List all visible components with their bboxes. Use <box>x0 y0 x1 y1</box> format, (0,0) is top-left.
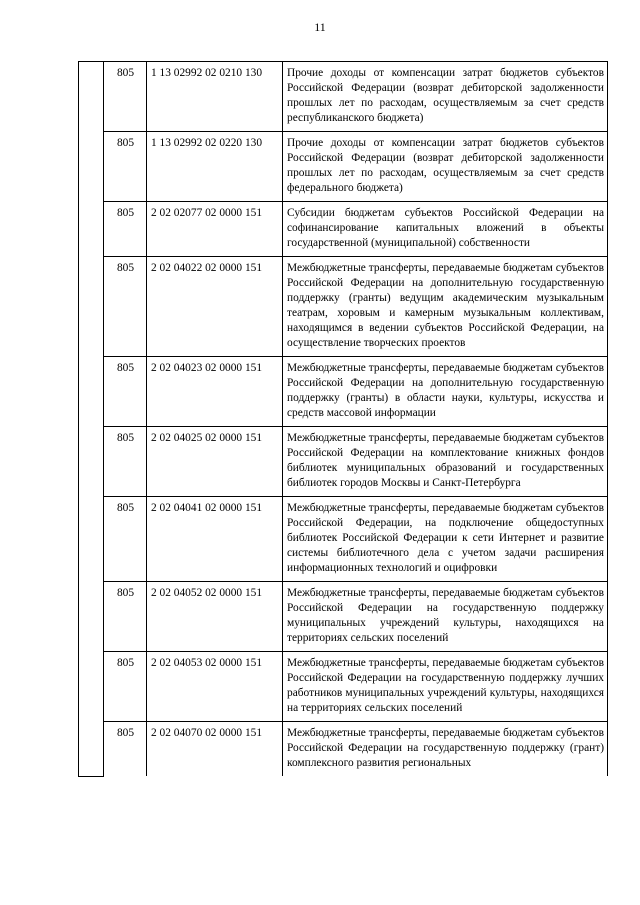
budget-code-cell: 1 13 02992 02 0210 130 <box>147 62 283 132</box>
table-row <box>79 202 608 257</box>
budget-code-cell: 1 13 02992 02 0220 130 <box>147 132 283 202</box>
budget-code-cell: 2 02 04070 02 0000 151 <box>147 722 283 777</box>
income-name-cell: Межбюджетные трансферты, передаваемые бюджетам субъектов Российской Федерации на государственную поддержку (грант) комплексного развития региональных <box>283 722 608 777</box>
budget-code-cell: 2 02 04053 02 0000 151 <box>147 652 283 722</box>
budget-code-cell: 2 02 04023 02 0000 151 <box>147 357 283 427</box>
page-number: 11 <box>314 20 326 34</box>
income-name-cell: Субсидии бюджетам субъектов Российской Федерации на софинансирование капитальных вложений в объекты государственной (муниципальной) собственности <box>283 202 608 257</box>
budget-classification-table <box>78 61 608 777</box>
admin-code-cell: 805 <box>104 62 147 132</box>
income-name-cell: Межбюджетные трансферты, передаваемые бюджетам субъектов Российской Федерации, на подключение общедоступных библиотек Российской Федерации к сети Интернет и развитие системы библиотечного дела с учетом задачи расширения информационных технологий и оцифровки <box>283 497 608 582</box>
admin-code-cell: 805 <box>104 722 147 777</box>
budget-code-cell: 2 02 04022 02 0000 151 <box>147 257 283 357</box>
budget-code-cell: 2 02 02077 02 0000 151 <box>147 202 283 257</box>
income-name-cell: Межбюджетные трансферты, передаваемые бюджетам субъектов Российской Федерации на государственную поддержку муниципальных учреждений культуры, находящихся на территориях сельских поселений <box>283 582 608 652</box>
table-row <box>79 257 608 357</box>
table-row <box>79 722 608 777</box>
admin-code-cell: 805 <box>104 652 147 722</box>
blank-column-cell <box>79 62 104 777</box>
income-name-cell: Межбюджетные трансферты, передаваемые бюджетам субъектов Российской Федерации на комплектование книжных фондов библиотек муниципальных образований и государственных библиотек городов Москвы и Санкт-Петербурга <box>283 427 608 497</box>
admin-code-cell: 805 <box>104 427 147 497</box>
admin-code-cell: 805 <box>104 357 147 427</box>
admin-code-cell: 805 <box>104 582 147 652</box>
table-row <box>79 582 608 652</box>
admin-code-cell: 805 <box>104 257 147 357</box>
income-name-cell: Прочие доходы от компенсации затрат бюджетов субъектов Российской Федерации (возврат дебиторской задолженности прошлых лет по расходам, осуществляемым за счет средств федерального бюджета) <box>283 132 608 202</box>
budget-code-cell: 2 02 04025 02 0000 151 <box>147 427 283 497</box>
budget-code-cell: 2 02 04041 02 0000 151 <box>147 497 283 582</box>
admin-code-cell: 805 <box>104 202 147 257</box>
income-name-cell: Межбюджетные трансферты, передаваемые бюджетам субъектов Российской Федерации на государственную поддержку лучших работников муниципальных учреждений культуры, находящихся на территориях сельских поселений <box>283 652 608 722</box>
income-name-cell: Межбюджетные трансферты, передаваемые бюджетам субъектов Российской Федерации на дополнительную государственную поддержку (гранты) ведущим академическим музыкальным театрам, хоровым и камерным музыкальным коллективам, находящимся в ведении субъектов Российской Федерации, на осуществление творческих проектов <box>283 257 608 357</box>
table-row <box>79 427 608 497</box>
admin-code-cell: 805 <box>104 497 147 582</box>
admin-code-cell: 805 <box>104 132 147 202</box>
income-name-cell: Межбюджетные трансферты, передаваемые бюджетам субъектов Российской Федерации на дополнительную государственную поддержку (гранты) в области науки, культуры, искусства и средств массовой информации <box>283 357 608 427</box>
budget-code-cell: 2 02 04052 02 0000 151 <box>147 582 283 652</box>
table-row <box>79 652 608 722</box>
table-row <box>79 497 608 582</box>
table-row <box>79 132 608 202</box>
income-name-cell: Прочие доходы от компенсации затрат бюджетов субъектов Российской Федерации (возврат дебиторской задолженности прошлых лет по расходам, осуществляемым за счет средств республиканского бюджета) <box>283 62 608 132</box>
table-row <box>79 357 608 427</box>
table-row <box>79 62 608 132</box>
